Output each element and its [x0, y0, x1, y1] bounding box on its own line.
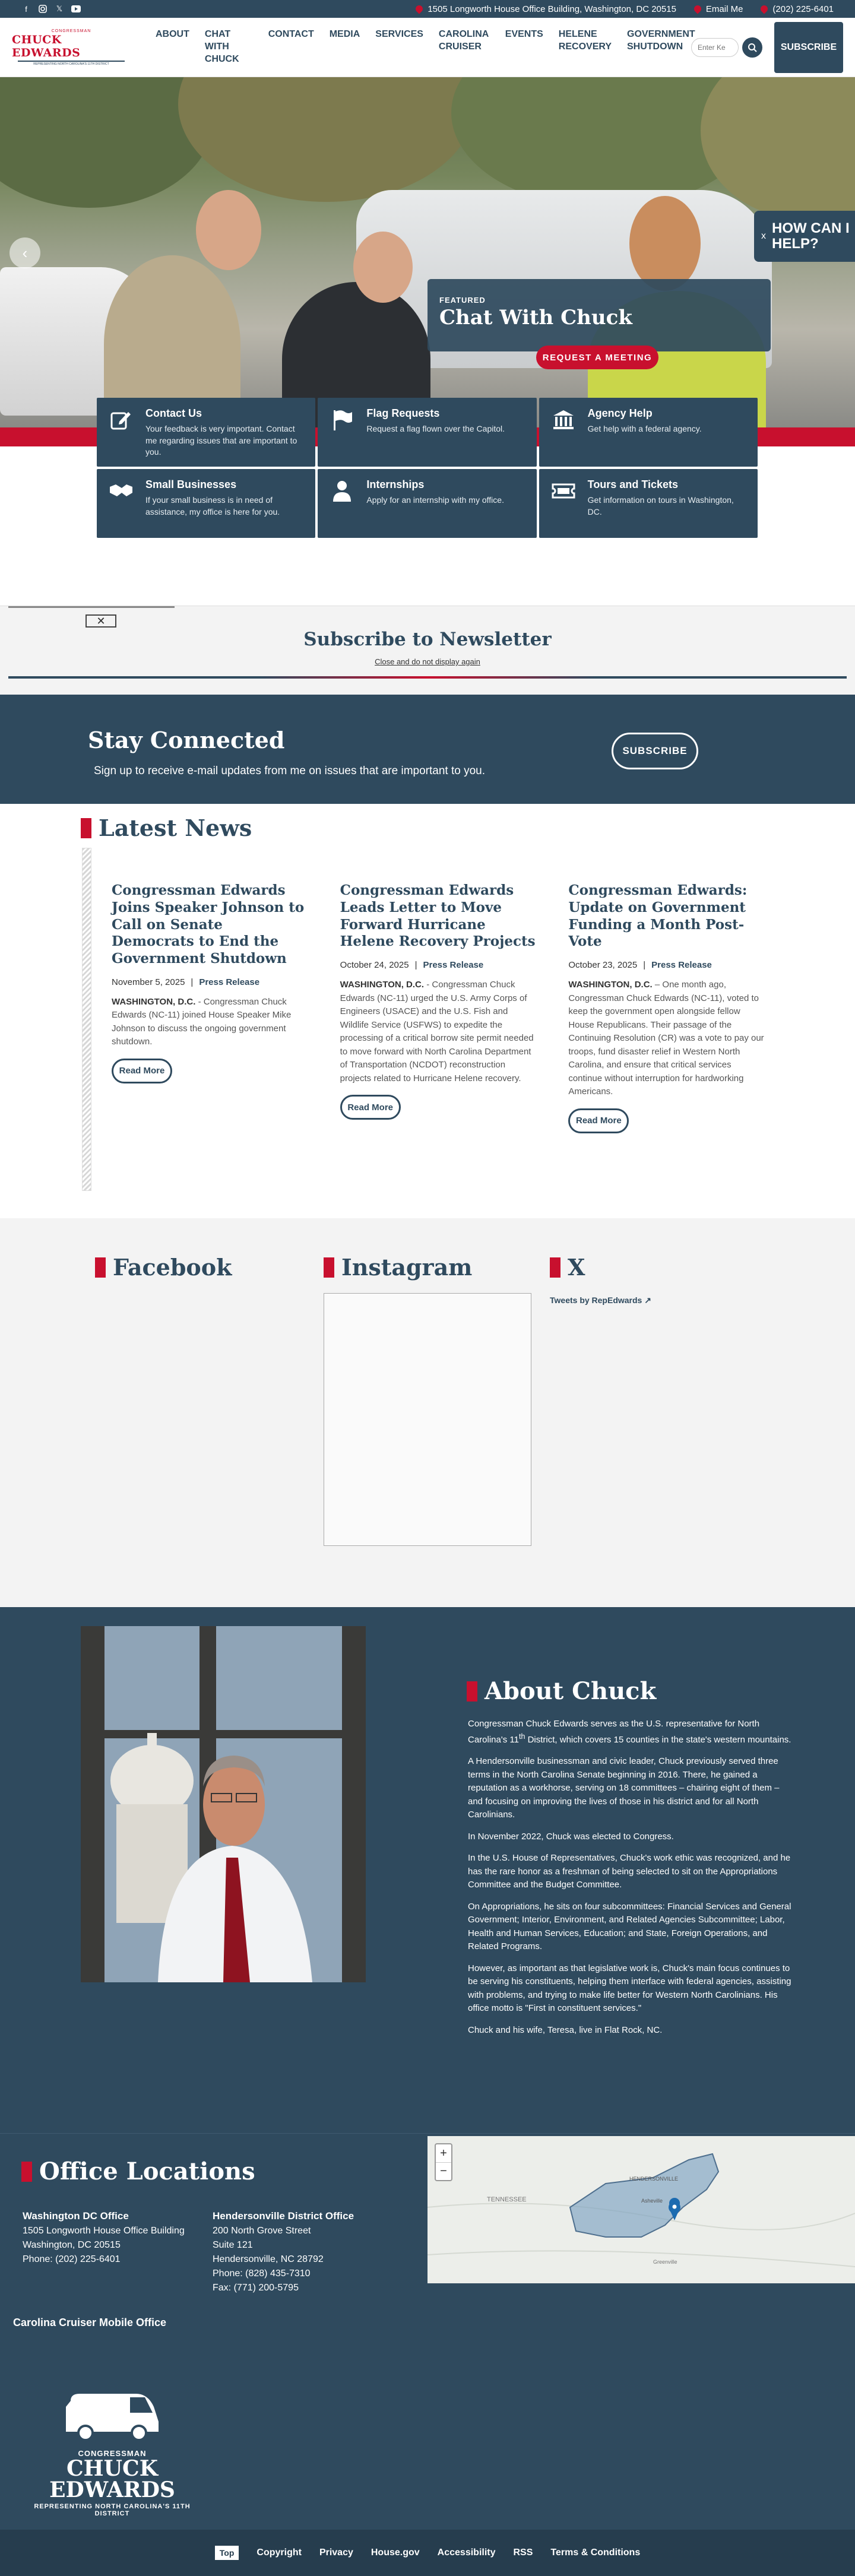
social-feeds-section — [0, 1218, 855, 1607]
ticket-icon — [551, 479, 576, 503]
hero-carousel — [0, 77, 855, 427]
search-icon — [748, 43, 757, 52]
site-logo[interactable]: CONGRESSMAN CHUCK EDWARDS REPRESENTING NORTH CAROLINA'S 11TH DISTRICT — [12, 29, 131, 66]
news-grid — [112, 882, 765, 1133]
nav-carolina-cruiser[interactable]: CAROLINA CRUISER — [438, 29, 489, 52]
stay-subscribe-button[interactable]: SUBSCRIBE — [612, 733, 698, 769]
footer-link-rss[interactable]: RSS — [513, 2548, 533, 2558]
facebook-column: Facebook — [95, 1254, 232, 1281]
svg-text:Asheville: Asheville — [641, 2198, 663, 2204]
news-title[interactable]: Congressman Edwards Joins Speaker Johnson to Call on Senate Democrats to End the Government Shutdown — [112, 882, 305, 967]
nav-events[interactable]: EVENTS — [505, 29, 543, 40]
site-footer — [0, 2530, 855, 2576]
mobile-office-title: Carolina Cruiser Mobile Office — [13, 2317, 167, 2328]
services-section — [0, 407, 855, 606]
nav-government-shutdown[interactable]: GOVERNMENT SHUTDOWN — [627, 29, 695, 52]
service-tours-tickets[interactable]: Tours and Tickets Get information on tours in Washington, DC. — [539, 469, 758, 538]
news-item: Congressman Edwards Leads Letter to Move Forward Hurricane Helene Recovery Projects October 24, 2025 | Press Release WASHINGTON, D.C. - Congressman Chuck Edwards (NC-11) urged the U.S. Army Corps of Engineers (USACE) and the U.S. Fish and Wildlife Service (USFWS) to expedite the processing of a critical borrow site permit needed to move forward with North Carolina Department of Transportation (NCDOT) reconstruction projects related to Hurricane Helene recovery. Read More — [340, 882, 537, 1133]
news-item: Congressman Edwards Joins Speaker Johnson to Call on Senate Democrats to End the Government Shutdown November 5, 2025 | Press Release WASHINGTON, D.C. - Congressman Chuck Edwards (NC-11) joined House Speaker Mike Johnson to discuss the ongoing government shutdown. Read More — [112, 882, 308, 1133]
footer-link-copyright[interactable]: Copyright — [256, 2548, 302, 2558]
service-flag-requests[interactable]: Flag Requests Request a flag flown over the Capitol. — [318, 398, 536, 467]
instagram-embed[interactable] — [324, 1293, 531, 1546]
stay-connected-text: Sign up to receive e-mail updates from me on issues that are important to you. — [94, 765, 485, 777]
carousel-prev-button[interactable] — [10, 237, 40, 268]
read-more-button[interactable]: Read More — [568, 1108, 629, 1133]
hero-photo — [0, 77, 855, 427]
latest-news-heading: Latest News — [81, 815, 252, 841]
news-category[interactable]: Press Release — [199, 977, 260, 987]
nav-contact[interactable]: CONTACT — [268, 29, 314, 40]
close-icon[interactable]: ✕ — [86, 614, 116, 628]
read-more-button[interactable]: Read More — [112, 1059, 172, 1083]
utility-bar — [0, 0, 855, 18]
svg-text:HENDERSONVILLE: HENDERSONVILLE — [629, 2176, 679, 2182]
footer-link-privacy[interactable]: Privacy — [319, 2548, 353, 2558]
about-text: Congressman Chuck Edwards serves as the U.S. representative for North Carolina's 11th District, which covers 15 counties in the state's western mountains. A Hendersonville businessman and civic leader, Chuck previously served three terms in the North Carolina Senate beginning in 2016. There, he gained a reputation as a workhorse, serving on 18 committees – chairing eight of them – and focusing on improving the lives of those in his district and for all North Carolinians. In November 2022, Chuck was elected to Congress. In the U.S. House of Representatives, Chuck's work ethic was recognized, and he has the rare honor as a freshman of being selected to sit on the Appropriations Committee and the Budget Committee. On Appropriations, he sits on four subcommittees: Financial Services and General Government; Interior, Environment, and Related Agencies Subcommittee; Labor, Health and Human Services, Education; and State, Foreign Operations, and Related Programs. However, as important as that legislative work is, Chuck's main focus continues to be serving his constituents, helping them interface with federal agencies, assisting with problems, and trying to make life better for Western North Carolinians. His office motto is "First in constituent services." Chuck and his wife, Teresa, live in Flat Rock, NC. — [468, 1719, 791, 2035]
about-heading: About Chuck — [467, 1677, 656, 1705]
nav-services[interactable]: SERVICES — [375, 29, 423, 40]
tweets-link[interactable]: Tweets by RepEdwards ↗ — [550, 1295, 651, 1305]
news-category[interactable]: Press Release — [423, 960, 484, 970]
zoom-out-button[interactable]: − — [436, 2162, 451, 2180]
news-title[interactable]: Congressman Edwards Leads Letter to Move Forward Hurricane Helene Recovery Projects — [340, 882, 536, 950]
newsletter-bar — [0, 606, 855, 695]
phone-icon — [759, 4, 770, 14]
latest-news-section — [0, 804, 855, 1218]
person-icon — [330, 479, 354, 503]
search — [691, 37, 762, 58]
service-contact-us[interactable]: Contact Us Your feedback is very important. Contact me regarding issues that are important to you. — [97, 398, 315, 467]
office-locations-section — [0, 2133, 855, 2530]
main-nav — [156, 28, 695, 65]
request-meeting-button[interactable]: REQUEST A MEETING — [536, 346, 658, 369]
nav-about[interactable]: ABOUT — [156, 29, 189, 40]
back-to-top-link[interactable]: Top — [215, 2546, 239, 2560]
decorative-stripe — [82, 848, 91, 1191]
about-section — [0, 1607, 855, 2133]
office-hendersonville: Hendersonville District Office 200 North Grove Street Suite 121 Hendersonville, NC 28792 Phone: (828) 435-7310 Fax: (771) 200-5795 — [213, 2210, 354, 2293]
how-can-i-help-tab[interactable]: x HOW CAN I HELP? — [754, 211, 855, 262]
email-link[interactable]: Email Me — [694, 4, 743, 14]
carolina-cruiser-logo: CONGRESSMAN CHUCK EDWARDS REPRESENTING NORTH CAROLINA'S 11TH DISTRICT — [20, 2389, 204, 2517]
map-zoom-controls — [435, 2143, 452, 2181]
service-agency-help[interactable]: Agency Help Get help with a federal agency. — [539, 398, 758, 467]
x-column: X — [550, 1254, 585, 1281]
search-input[interactable] — [691, 38, 739, 57]
zoom-in-button[interactable]: + — [440, 2146, 447, 2160]
search-button[interactable] — [742, 37, 762, 58]
instagram-icon[interactable] — [38, 4, 48, 14]
flag-icon — [330, 407, 354, 432]
van-icon — [59, 2389, 166, 2442]
services-grid — [97, 398, 758, 538]
news-category[interactable]: Press Release — [651, 960, 712, 970]
service-internships[interactable]: Internships Apply for an internship with my office. — [318, 469, 536, 538]
x-icon[interactable]: 𝕏 — [56, 4, 63, 13]
footer-link-house-gov[interactable]: House.gov — [370, 2548, 420, 2558]
facebook-icon[interactable]: f — [25, 4, 27, 14]
nav-helene-recovery[interactable]: HELENE RECOVERY — [558, 29, 612, 52]
edit-icon — [109, 407, 134, 432]
service-small-businesses[interactable]: Small Businesses If your small business is in need of assistance, my office is here for you. — [97, 469, 315, 538]
stay-connected-title: Stay Connected — [88, 727, 285, 753]
address-link[interactable]: 1505 Longworth House Office Building, Washington, DC 20515 — [416, 4, 676, 14]
stay-connected-section — [0, 695, 855, 804]
svg-text:TENNESSEE: TENNESSEE — [487, 2196, 527, 2203]
offices-heading: Office Locations — [21, 2157, 255, 2185]
congressman-portrait — [81, 1626, 366, 1982]
nav-chat-with-chuck[interactable]: CHAT WITH CHUCK — [204, 29, 239, 64]
handshake-icon — [109, 479, 134, 503]
news-title[interactable]: Congressman Edwards: Update on Government Funding a Month Post-Vote — [568, 882, 748, 950]
envelope-icon — [692, 4, 702, 14]
read-more-button[interactable]: Read More — [340, 1095, 401, 1120]
capitol-icon — [551, 407, 576, 432]
footer-link-terms[interactable]: Terms & Conditions — [550, 2548, 641, 2558]
featured-title[interactable]: Chat With Chuck — [439, 306, 632, 329]
footer-link-accessibility[interactable]: Accessibility — [437, 2548, 496, 2558]
social-links — [21, 4, 81, 14]
office-dc: Washington DC Office 1505 Longworth House Office Building Washington, DC 20515 Phone: (202) 225-6401 — [23, 2210, 185, 2264]
district-map[interactable] — [428, 2136, 855, 2283]
newsletter-title[interactable]: Subscribe to Newsletter — [303, 629, 552, 650]
featured-card: FEATURED Chat With Chuck — [428, 279, 771, 351]
contact-info — [416, 4, 834, 14]
header-subscribe-button[interactable]: SUBSCRIBE — [774, 22, 843, 73]
dismiss-link[interactable]: Close and do not display again — [375, 657, 480, 666]
external-link-icon: ↗ — [644, 1295, 651, 1305]
nav-media[interactable]: MEDIA — [329, 29, 360, 40]
location-pin-icon — [414, 4, 425, 14]
site-header — [0, 18, 855, 77]
instagram-column: Instagram — [324, 1254, 472, 1281]
news-item: Congressman Edwards: Update on Government Funding a Month Post-Vote October 23, 2025 | Press Release WASHINGTON, D.C. – One month ago, Congressman Chuck Edwards (NC-11), voted to keep the government open alongside fellow House Republicans. Their passage of the Continuing Resolution (CR) was a vote to pay our troops, fund disaster relief in Western North Carolina, and ensure that critical services continue without interruption for hardworking Americans. Read More — [568, 882, 765, 1133]
close-icon[interactable]: x — [761, 231, 766, 241]
phone-link[interactable]: (202) 225-6401 — [761, 4, 834, 14]
chevron-left-icon: ‹ — [22, 243, 28, 262]
youtube-icon[interactable] — [71, 4, 81, 14]
svg-text:Greenville: Greenville — [653, 2259, 677, 2265]
